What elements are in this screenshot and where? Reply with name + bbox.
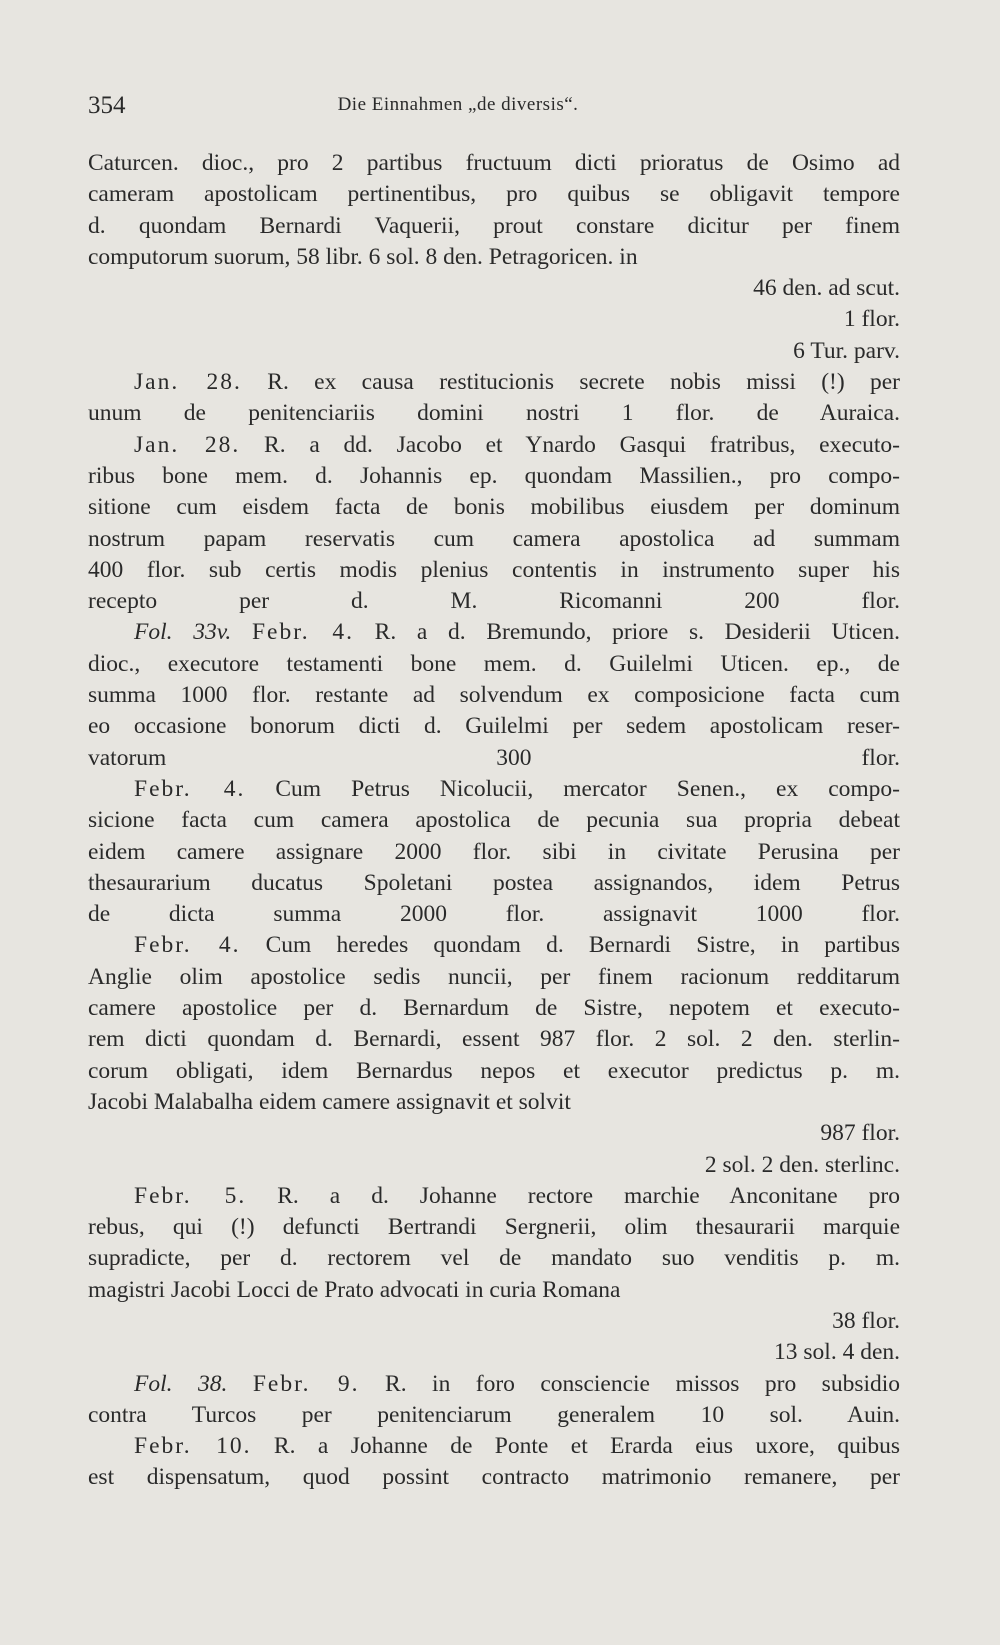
text-line bbox=[88, 586, 900, 617]
text-line bbox=[88, 805, 900, 836]
line-text: eo occasione bonorum dicti d. Guilelmi per sedem apostolicam reser- bbox=[88, 713, 900, 740]
line-text: sitione cum eisdem facta de bonis mobilibus eiusdem per dominum bbox=[88, 494, 900, 521]
text-line bbox=[88, 711, 900, 742]
text-line bbox=[88, 211, 900, 242]
text-line bbox=[88, 1275, 900, 1306]
line-text: 6 Tur. parv. bbox=[793, 337, 900, 364]
entry-date: Febr. 4. bbox=[251, 619, 354, 646]
line-text: vatorum 300 flor. bbox=[88, 744, 900, 771]
line-text: corum obligati, idem Bernardus nepos et executor predictus p. m. bbox=[88, 1057, 900, 1084]
text-line bbox=[88, 1369, 900, 1400]
running-title: Die Einnahmen „de diversis“. bbox=[337, 94, 579, 115]
entry-date: Febr. 4. bbox=[134, 775, 246, 802]
entry-date: Jan. 28. bbox=[134, 431, 241, 458]
line-text: magistri Jacobi Locci de Prato advocati in curia Romana bbox=[88, 1276, 621, 1303]
page-number: 354 bbox=[88, 92, 126, 119]
line-text: 1 flor. bbox=[843, 306, 900, 333]
line-text: thesaurarium ducatus Spoletani postea assignandos, idem Petrus bbox=[88, 869, 900, 896]
text-line bbox=[88, 962, 900, 993]
line-text: R. a d. Bremundo, priore s. Desiderii Uticen. bbox=[374, 619, 901, 646]
line-text: R. in foro consciencie missos pro subsidio bbox=[385, 1370, 901, 1397]
line-text: unum de penitenciariis domini nostri 1 flor. de Auraica. bbox=[88, 400, 900, 427]
line-text: Cum heredes quondam d. Bernardi Sistre, in partibus bbox=[265, 932, 900, 959]
text-line bbox=[88, 680, 900, 711]
line-text: de dicta summa 2000 flor. assignavit 1000 flor. bbox=[88, 901, 900, 928]
line-text: Jacobi Malabalha eidem camere assignavit et solvit bbox=[88, 1088, 571, 1115]
text-line bbox=[88, 430, 900, 461]
entry-date: Febr. 5. bbox=[134, 1182, 247, 1209]
text-line bbox=[88, 1306, 900, 1337]
text-line bbox=[88, 398, 900, 429]
line-text: 38 flor. bbox=[832, 1307, 900, 1334]
text-line bbox=[88, 148, 900, 179]
line-text: est dispensatum, quod possint contracto matrimonio remanere, per bbox=[88, 1464, 900, 1491]
text-line bbox=[88, 1087, 900, 1118]
line-text: contra Turcos per penitenciarum generalem 10 sol. Auin. bbox=[88, 1401, 900, 1428]
text-line bbox=[88, 1150, 900, 1181]
line-text: Caturcen. dioc., pro 2 partibus fructuum dicti prioratus de Osimo ad bbox=[88, 150, 900, 176]
line-text: 2 sol. 2 den. sterlinc. bbox=[704, 1151, 900, 1178]
text-line bbox=[88, 1056, 900, 1087]
text-line bbox=[88, 1337, 900, 1368]
line-text: supradicte, per d. rectorem vel de mandato suo venditis p. m. bbox=[88, 1245, 900, 1272]
line-text: dioc., executore testamenti bone mem. d. Guilelmi Uticen. ep., de bbox=[88, 650, 900, 677]
line-text: Cum Petrus Nicolucii, mercator Senen., ex compo- bbox=[275, 775, 901, 802]
entry-date: Febr. 9. bbox=[252, 1370, 360, 1397]
folio-reference: Fol. 38. bbox=[134, 1370, 228, 1397]
text-line bbox=[88, 743, 900, 774]
text-line bbox=[88, 899, 900, 930]
text-line bbox=[88, 524, 900, 555]
text-line bbox=[88, 1212, 900, 1243]
line-text: computorum suorum, 58 libr. 6 sol. 8 den. Petragoricen. in bbox=[88, 243, 638, 270]
text-line bbox=[88, 1181, 900, 1212]
entry-date: Febr. 4. bbox=[134, 932, 241, 959]
text-line bbox=[88, 774, 900, 805]
text-line bbox=[88, 492, 900, 523]
text-line bbox=[88, 649, 900, 680]
text-line bbox=[88, 179, 900, 210]
text-line bbox=[88, 1118, 900, 1149]
text-line bbox=[88, 273, 900, 304]
running-header bbox=[88, 88, 898, 128]
text-line bbox=[88, 1024, 900, 1055]
line-text: d. quondam Bernardi Vaquerii, prout constare dicitur per finem bbox=[88, 212, 900, 239]
line-text: summa 1000 flor. restante ad solvendum ex composicione facta cum bbox=[88, 682, 900, 709]
line-text: Anglie olim apostolice sedis nuncii, per finem racionum redditarum bbox=[88, 963, 900, 990]
text-line bbox=[88, 336, 900, 367]
line-text: rebus, qui (!) defuncti Bertrandi Sergnerii, olim thesaurarii marquie bbox=[88, 1214, 900, 1241]
line-text: sicione facta cum camera apostolica de pecunia sua propria debeat bbox=[88, 807, 900, 834]
line-text: cameram apostolicam pertinentibus, pro quibus se obligavit tempore bbox=[88, 181, 900, 208]
line-text: nostrum papam reservatis cum camera apostolica ad summam bbox=[88, 525, 900, 552]
text-line bbox=[88, 1243, 900, 1274]
text-line bbox=[88, 837, 900, 868]
line-text: recepto per d. M. Ricomanni 200 flor. bbox=[88, 588, 900, 615]
line-text: eidem camere assignare 2000 flor. sibi in civitate Perusina per bbox=[88, 838, 900, 865]
line-text: R. a d. Johanne rectore marchie Anconitane pro bbox=[277, 1182, 900, 1209]
text-line bbox=[88, 617, 900, 648]
text-line bbox=[88, 304, 900, 335]
entry-date: Febr. 10. bbox=[134, 1433, 252, 1460]
line-text: 987 flor. bbox=[820, 1120, 900, 1147]
page-body bbox=[88, 148, 900, 1494]
text-line bbox=[88, 993, 900, 1024]
line-text: 46 den. ad scut. bbox=[753, 275, 900, 302]
line-text: 400 flor. sub certis modis plenius contentis in instrumento super his bbox=[88, 556, 900, 583]
text-line bbox=[88, 461, 900, 492]
line-text: R. a dd. Jacobo et Ynardo Gasqui fratribus, executo- bbox=[264, 431, 901, 458]
entry-date: Jan. 28. bbox=[134, 369, 242, 396]
text-line bbox=[88, 1400, 900, 1431]
text-line bbox=[88, 242, 900, 273]
text-line bbox=[88, 1431, 900, 1462]
line-text: ribus bone mem. d. Johannis ep. quondam Massilien., pro compo- bbox=[88, 462, 900, 489]
folio-reference: Fol. 33v. bbox=[134, 619, 232, 646]
line-text: R. a Johanne de Ponte et Erarda eius uxore, quibus bbox=[273, 1433, 901, 1460]
line-text: R. ex causa restitucionis secrete nobis missi (!) per bbox=[267, 369, 901, 396]
line-text: rem dicti quondam d. Bernardi, essent 987 flor. 2 sol. 2 den. sterlin- bbox=[88, 1026, 900, 1053]
text-line bbox=[88, 1462, 900, 1493]
line-text: camere apostolice per d. Bernardum de Sistre, nepotem et executo- bbox=[88, 995, 900, 1022]
text-line bbox=[88, 930, 900, 961]
text-line bbox=[88, 555, 900, 586]
text-line bbox=[88, 868, 900, 899]
text-line bbox=[88, 367, 900, 398]
line-text: 13 sol. 4 den. bbox=[774, 1339, 900, 1366]
